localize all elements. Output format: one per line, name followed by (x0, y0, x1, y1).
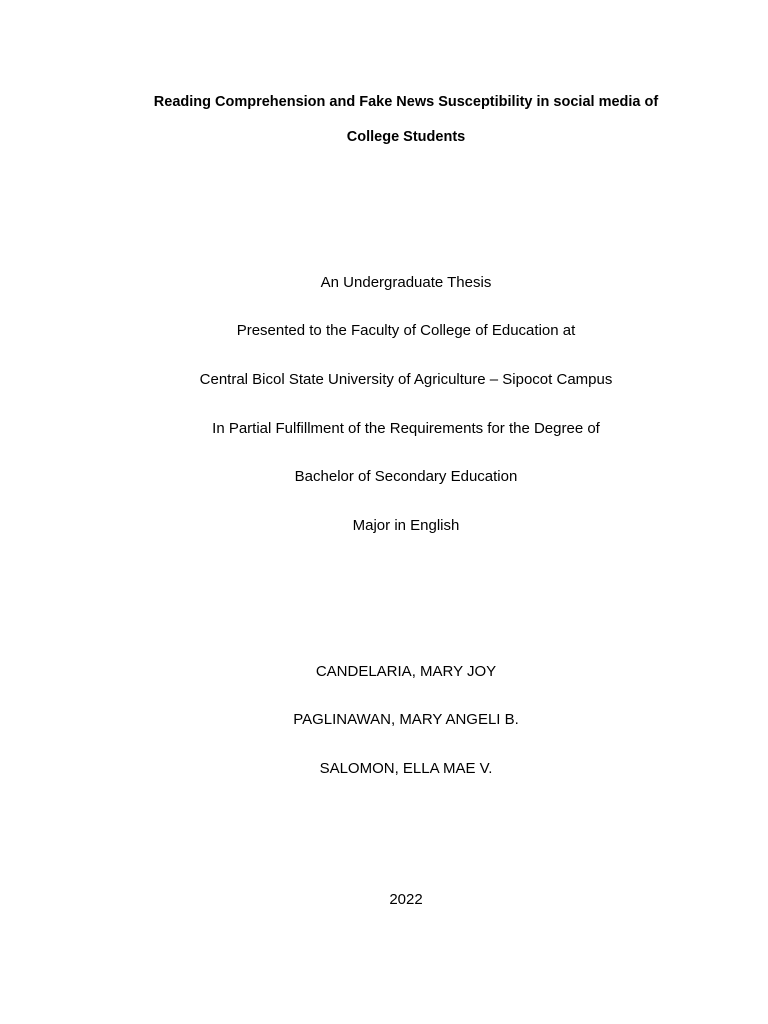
author-1: CANDELARIA, MARY JOY (315, 663, 497, 680)
presented-to: Presented to the Faculty of College of Education at (236, 322, 576, 339)
title-line-1: Reading Comprehension and Fake News Susceptibility in social media of (153, 94, 659, 110)
year: 2022 (389, 891, 423, 908)
university: Central Bicol State University of Agriculture – Sipocot Campus (199, 371, 613, 388)
fulfillment: In Partial Fulfillment of the Requirements for the Degree of (212, 420, 600, 437)
major: Major in English (352, 517, 460, 534)
thesis-type: An Undergraduate Thesis (320, 274, 492, 291)
author-2: PAGLINAWAN, MARY ANGELI B. (293, 711, 519, 728)
author-3: SALOMON, ELLA MAE V. (319, 760, 493, 777)
degree: Bachelor of Secondary Education (294, 468, 518, 485)
title-line-2: College Students (346, 129, 466, 145)
